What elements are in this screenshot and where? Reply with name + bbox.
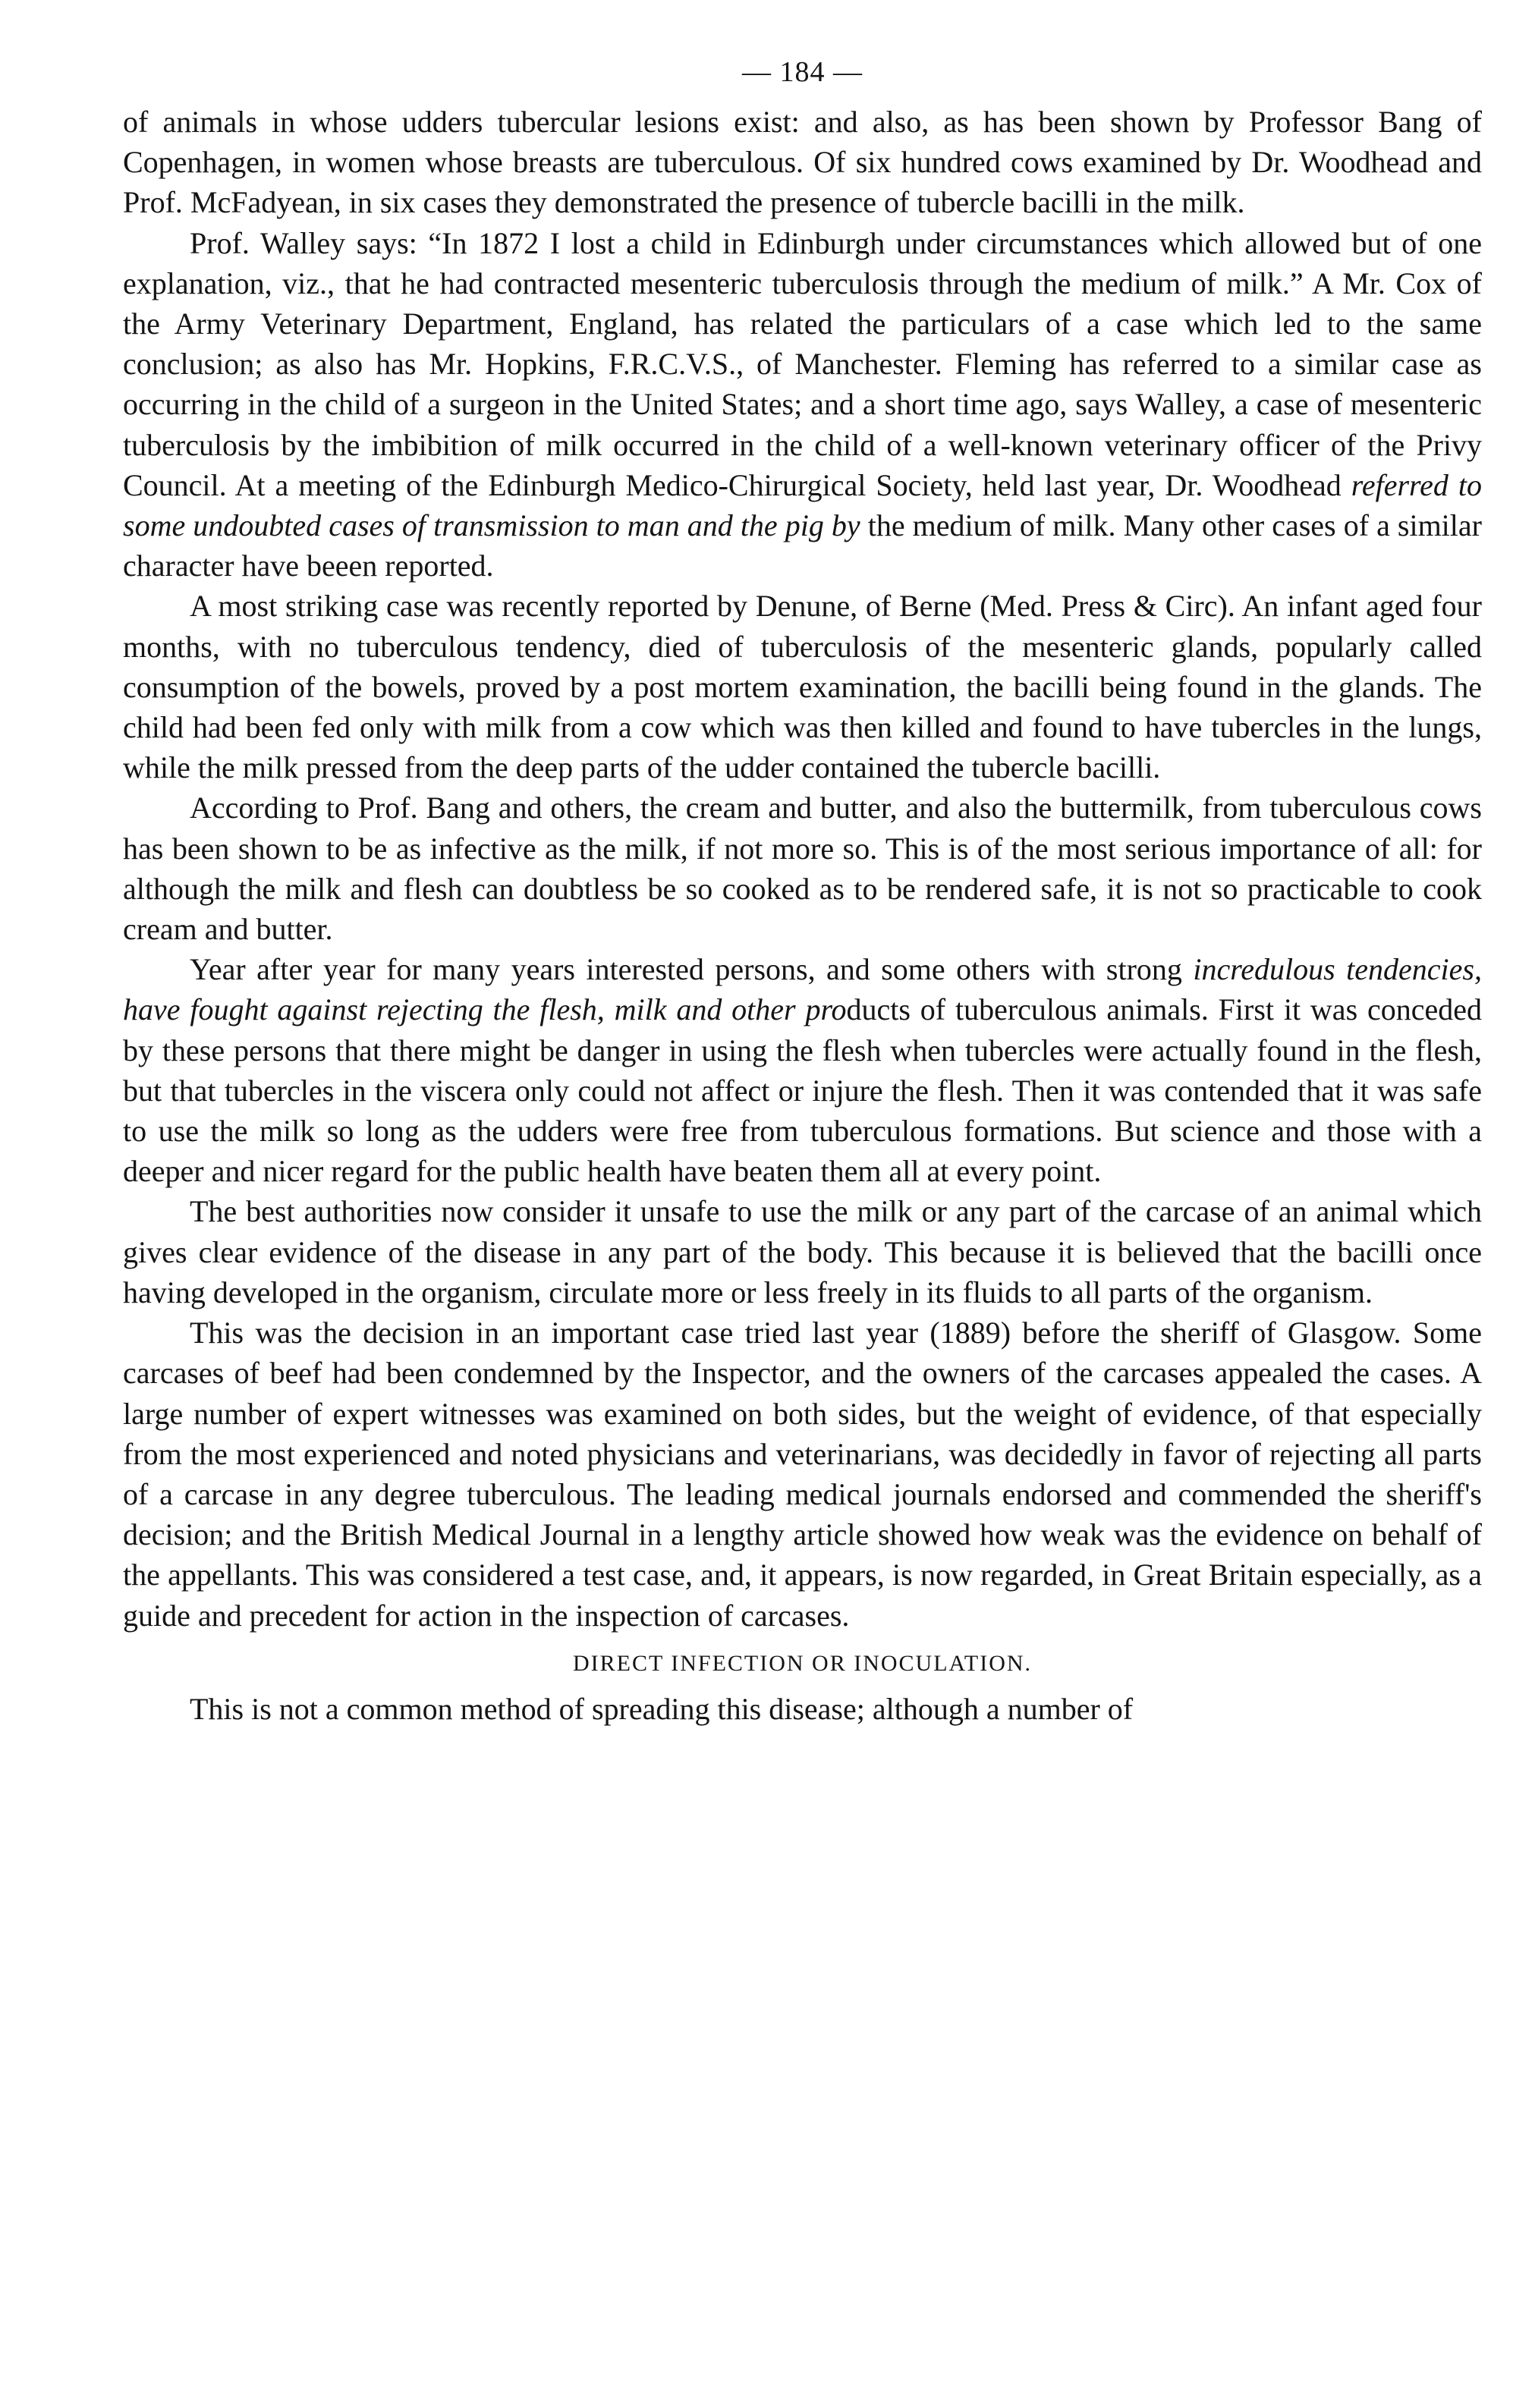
paragraph (123, 586, 1482, 787)
text-run: According to Prof. Bang and others, the cream and butter, and also the buttermilk, from tuberculous cows has been shown to be as infective as the milk, if not more so. This is of the most serious importance of all: for although the milk and flesh can doubtless be so cooked as to be rendered safe, it is not so practicable to cook cream and butter. (123, 791, 1482, 947)
paragraph (123, 949, 1482, 1191)
section-heading: DIRECT INFECTION OR INOCULATION. (572, 1650, 1033, 1676)
paragraph (123, 102, 1482, 223)
italic-text-run: incredulous tendencies, have fought against rejecting the flesh, milk and other pro (123, 952, 1482, 1027)
text-run: ducts of tuberculous animals. First it was conceded by these persons that there might be danger in using the flesh when tubercles were actually found in the flesh, but that tubercles in the viscera only could not affect or injure the flesh. Then it was contended that it was safe to use the milk so long as the udders were free from tuberculous formations. But science and those with a deeper and nicer regard for the public health have beaten them all at every point. (123, 992, 1482, 1189)
italic-text-run: referred to some undoubted cases of transmission to man and the pig by (123, 467, 1483, 543)
page-number: — 184 — (742, 56, 863, 88)
text-run: of animals in whose udders tubercular lesions exist: and also, as has been shown by Professor Bang of Copenhagen, in women whose breasts are tuberculous. Of six hundred cows examined by Dr. Woodhead and Prof. McFadyean, in six cases they demonstrated the presence of tubercle bacilli in the milk. (123, 105, 1482, 220)
paragraph (123, 1191, 1482, 1312)
text-run: Year after year for many years interested persons, and some others with strong (190, 952, 1194, 987)
text-run: Prof. Walley says: “In 1872 I lost a child in Edinburgh under circumstances which allowed but of one explanation, viz., that he had contracted mesenteric tuberculosis through the medium of milk.” A Mr. Cox of the Army Veterinary Department, England, has related the particulars of a case which led to the same conclusion; as also has Mr. Hopkins, F.R.C.V.S., of Manchester. Fleming has referred to a similar case as occurring in the child of a surgeon in the United States; and a short time ago, says Walley, a case of mesenteric tuberculosis by the imbibition of milk occurred in the child of a well-known veterinary officer of the Privy Council. At a meeting of the Edinburgh Medico-Chirurgical Society, held last year, Dr. Woodhead (123, 225, 1482, 502)
text-run: the medium of milk. Many other cases of a similar character have beeen reported. (123, 508, 1482, 583)
text-run: The best authorities now consider it unsafe to use the milk or any part of the carcase of an animal which gives clear evidence of the disease in any part of the body. This because it is believed that the bacilli once having developed in the organism, circulate more or less freely in its fluids to all parts of the organism. (123, 1194, 1482, 1309)
text-run: A most striking case was recently reported by Denune, of Berne (Med. Press & Circ). An infant aged four months, with no tuberculous tendency, died of tuberculosis of the mesenteric glands, popularly called consumption of the bowels, proved by a post mortem examination, the bacilli being found in the glands. The child had been fed only with milk from a cow which was then killed and found to have tubercles in the lungs, while the milk pressed from the deep parts of the udder contained the tubercle bacilli. (123, 589, 1482, 785)
paragraph (123, 787, 1482, 949)
closing-paragraph: This is not a common method of spreading this disease; although a number of (190, 1691, 1134, 1726)
text-run: This was the decision in an important case tried last year (1889) before the sheriff of Glasgow. Some carcases of beef had been condemned by the Inspector, and the owners of the carcases appealed the cases. A large number of expert witnesses was examined on both sides, but the weight of evidence, of that especially from the most experienced and noted physicians and veterinarians, was decidedly in favor of rejecting all parts of a carcase in any degree tuberculous. The leading medical journals endorsed and commended the sheriff's decision; and the British Medical Journal in a lengthy article showed how weak was the evidence on behalf of the appellants. This was considered a test case, and, it appears, is now regarded, in Great Britain especially, as a guide and precedent for action in the inspection of carcases. (123, 1316, 1482, 1633)
paragraph (123, 1312, 1482, 1636)
paragraph (123, 223, 1482, 586)
